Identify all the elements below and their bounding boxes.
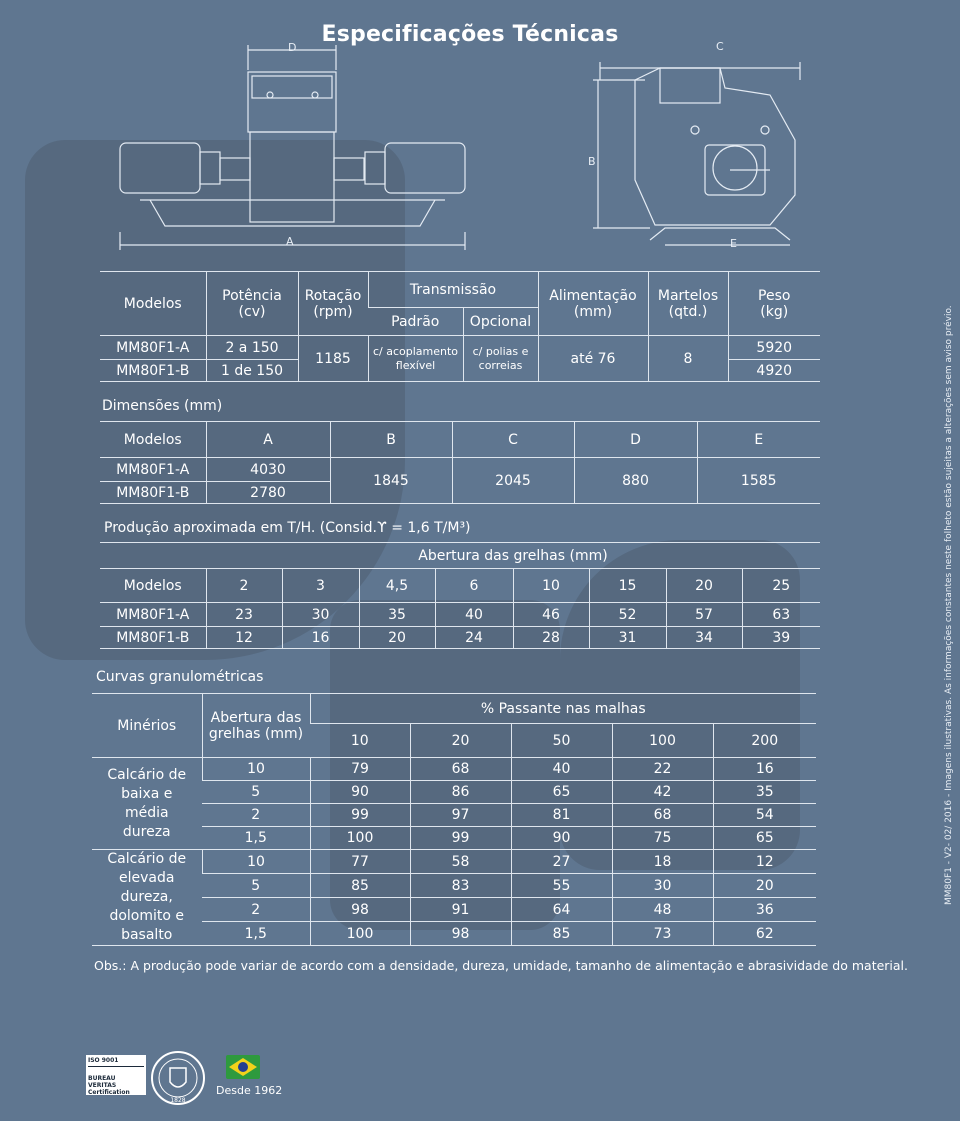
- abertura-cell: 1,5: [202, 922, 310, 946]
- prod-header-modelos: Modelos: [100, 569, 206, 603]
- prod-value-cell: 12: [206, 627, 282, 649]
- prod-value-cell: 52: [589, 603, 666, 627]
- prod-value-cell: 39: [742, 627, 820, 649]
- dim-a-cell: 2780: [206, 482, 330, 504]
- dimension-label-a: A: [286, 235, 294, 248]
- pass-cell: 55: [511, 874, 612, 898]
- pass-cell: 30: [612, 874, 713, 898]
- dimensions-label: Dimensões (mm): [102, 398, 223, 414]
- mesh-header: 20: [410, 724, 511, 758]
- header-alimentacao: Alimentação (mm): [538, 272, 648, 336]
- pass-cell: 42: [612, 781, 713, 804]
- prod-header-opening: 6: [435, 569, 513, 603]
- certification-label: Certification: [88, 1089, 130, 1096]
- pass-cell: 79: [310, 758, 410, 781]
- pass-cell: 100: [310, 922, 410, 946]
- pass-cell: 81: [511, 804, 612, 827]
- rotacao-cell: 1185: [298, 336, 368, 382]
- granulometry-table: [92, 693, 816, 946]
- dimension-label-d: D: [288, 41, 297, 54]
- header-passante: % Passante nas malhas: [310, 694, 816, 724]
- pass-cell: 64: [511, 898, 612, 922]
- seal-year: 1828: [170, 1097, 186, 1104]
- pass-cell: 65: [713, 827, 816, 850]
- iso-certification-logo: [86, 1055, 146, 1095]
- model-cell: MM80F1-A: [100, 603, 206, 627]
- model-cell: MM80F1-A: [100, 336, 206, 360]
- dimension-label-b: B: [588, 155, 596, 168]
- header-transmissao: Transmissão: [368, 272, 538, 308]
- prod-value-cell: 46: [513, 603, 589, 627]
- abertura-cell: 10: [202, 850, 310, 874]
- pass-cell: 85: [310, 874, 410, 898]
- pass-cell: 54: [713, 804, 816, 827]
- pass-cell: 91: [410, 898, 511, 922]
- model-cell: MM80F1-B: [100, 360, 206, 382]
- dim-header-b: B: [330, 422, 452, 458]
- prod-value-cell: 30: [282, 603, 359, 627]
- dim-header-c: C: [452, 422, 574, 458]
- dimension-label-c: C: [716, 40, 724, 53]
- dim-e-cell: 1585: [697, 458, 820, 504]
- pass-cell: 90: [511, 827, 612, 850]
- pass-cell: 90: [310, 781, 410, 804]
- pass-cell: 99: [410, 827, 511, 850]
- prod-header-opening: 10: [513, 569, 589, 603]
- side-disclaimer: MM80F1 - V2- 02/ 2016 - Imagens ilustrativas. As informações constantes neste folheto estão sujeitas a alterações sem aviso prévio.: [944, 305, 954, 905]
- pass-cell: 85: [511, 922, 612, 946]
- dimension-label-e: E: [730, 237, 737, 250]
- mesh-header: 50: [511, 724, 612, 758]
- pass-cell: 99: [310, 804, 410, 827]
- prod-value-cell: 35: [359, 603, 435, 627]
- dim-d-cell: 880: [574, 458, 697, 504]
- pass-cell: 16: [713, 758, 816, 781]
- mesh-header: 100: [612, 724, 713, 758]
- prod-value-cell: 16: [282, 627, 359, 649]
- martelos-cell: 8: [648, 336, 728, 382]
- pass-cell: 48: [612, 898, 713, 922]
- prod-value-cell: 40: [435, 603, 513, 627]
- pass-cell: 62: [713, 922, 816, 946]
- page-title: Especificações Técnicas: [321, 22, 619, 47]
- model-cell: MM80F1-B: [100, 627, 206, 649]
- padrao-cell: c/ acoplamento flexível: [368, 336, 463, 382]
- potencia-cell: 2 a 150: [206, 336, 298, 360]
- abertura-cell: 5: [202, 781, 310, 804]
- pass-cell: 98: [410, 922, 511, 946]
- prod-header-opening: 4,5: [359, 569, 435, 603]
- bureau-veritas-seal-icon: [150, 1050, 206, 1106]
- alimentacao-cell: até 76: [538, 336, 648, 382]
- header-padrao: Padrão: [368, 308, 463, 336]
- pass-cell: 97: [410, 804, 511, 827]
- dim-header-a: A: [206, 422, 330, 458]
- potencia-cell: 1 de 150: [206, 360, 298, 382]
- dim-b-cell: 1845: [330, 458, 452, 504]
- prod-header-opening: 20: [666, 569, 742, 603]
- model-cell: MM80F1-B: [100, 482, 206, 504]
- prod-header-opening: 2: [206, 569, 282, 603]
- prod-value-cell: 34: [666, 627, 742, 649]
- pass-cell: 12: [713, 850, 816, 874]
- abertura-cell: 10: [202, 758, 310, 781]
- model-cell: MM80F1-A: [100, 458, 206, 482]
- mineral-group-name: Calcário de elevada dureza, dolomito e basalto: [92, 850, 202, 946]
- pass-cell: 86: [410, 781, 511, 804]
- dimensions-table: [100, 421, 820, 504]
- prod-header-opening: 3: [282, 569, 359, 603]
- dim-c-cell: 2045: [452, 458, 574, 504]
- pass-cell: 22: [612, 758, 713, 781]
- header-martelos: Martelos (qtd.): [648, 272, 728, 336]
- pass-cell: 83: [410, 874, 511, 898]
- header-modelos: Modelos: [100, 272, 206, 336]
- granulometry-label: Curvas granulométricas: [96, 669, 264, 685]
- pass-cell: 35: [713, 781, 816, 804]
- pass-cell: 36: [713, 898, 816, 922]
- pass-cell: 58: [410, 850, 511, 874]
- peso-cell: 5920: [728, 336, 820, 360]
- prod-value-cell: 28: [513, 627, 589, 649]
- header-abertura: Abertura das grelhas (mm): [202, 694, 310, 758]
- prod-value-cell: 23: [206, 603, 282, 627]
- production-label: Produção aproximada em T/H. (Consid.ϒ = 1,6 T/M³): [104, 520, 471, 536]
- observation-note: Obs.: A produção pode variar de acordo com a densidade, dureza, umidade, tamanho de alimentação e abrasividade do material.: [94, 958, 909, 973]
- prod-value-cell: 57: [666, 603, 742, 627]
- front-view-drawing: [110, 40, 490, 255]
- bureau-veritas-label: BUREAU VERITAS: [88, 1075, 117, 1089]
- peso-cell: 4920: [728, 360, 820, 382]
- abertura-cell: 5: [202, 874, 310, 898]
- mesh-header: 10: [310, 724, 410, 758]
- pass-cell: 18: [612, 850, 713, 874]
- since-label: Desde 1962: [216, 1084, 283, 1097]
- pass-cell: 68: [612, 804, 713, 827]
- dim-a-cell: 4030: [206, 458, 330, 482]
- production-table: [100, 542, 820, 649]
- pass-cell: 75: [612, 827, 713, 850]
- mesh-header: 200: [713, 724, 816, 758]
- pass-cell: 98: [310, 898, 410, 922]
- prod-value-cell: 63: [742, 603, 820, 627]
- abertura-cell: 1,5: [202, 827, 310, 850]
- pass-cell: 65: [511, 781, 612, 804]
- pass-cell: 40: [511, 758, 612, 781]
- header-potencia: Potência (cv): [206, 272, 298, 336]
- opcional-cell: c/ polias e correias: [463, 336, 538, 382]
- side-view-drawing: [590, 40, 830, 255]
- prod-value-cell: 20: [359, 627, 435, 649]
- specifications-table: [100, 271, 820, 382]
- pass-cell: 27: [511, 850, 612, 874]
- prod-value-cell: 31: [589, 627, 666, 649]
- dim-header-e: E: [697, 422, 820, 458]
- iso-label: ISO 9001: [88, 1057, 144, 1067]
- prod-header-opening: 15: [589, 569, 666, 603]
- mineral-group-name: Calcário de baixa e média dureza: [92, 758, 202, 850]
- prod-value-cell: 24: [435, 627, 513, 649]
- pass-cell: 77: [310, 850, 410, 874]
- header-opcional: Opcional: [463, 308, 538, 336]
- abertura-cell: 2: [202, 804, 310, 827]
- prod-header-opening: 25: [742, 569, 820, 603]
- pass-cell: 68: [410, 758, 511, 781]
- pass-cell: 73: [612, 922, 713, 946]
- dim-header-d: D: [574, 422, 697, 458]
- pass-cell: 100: [310, 827, 410, 850]
- header-rotacao: Rotação (rpm): [298, 272, 368, 336]
- dim-header-modelos: Modelos: [100, 422, 206, 458]
- header-peso: Peso (kg): [728, 272, 820, 336]
- pass-cell: 20: [713, 874, 816, 898]
- header-minerios: Minérios: [92, 694, 202, 758]
- abertura-cell: 2: [202, 898, 310, 922]
- brazil-flag-icon: [226, 1055, 260, 1081]
- production-group-header: Abertura das grelhas (mm): [206, 543, 820, 569]
